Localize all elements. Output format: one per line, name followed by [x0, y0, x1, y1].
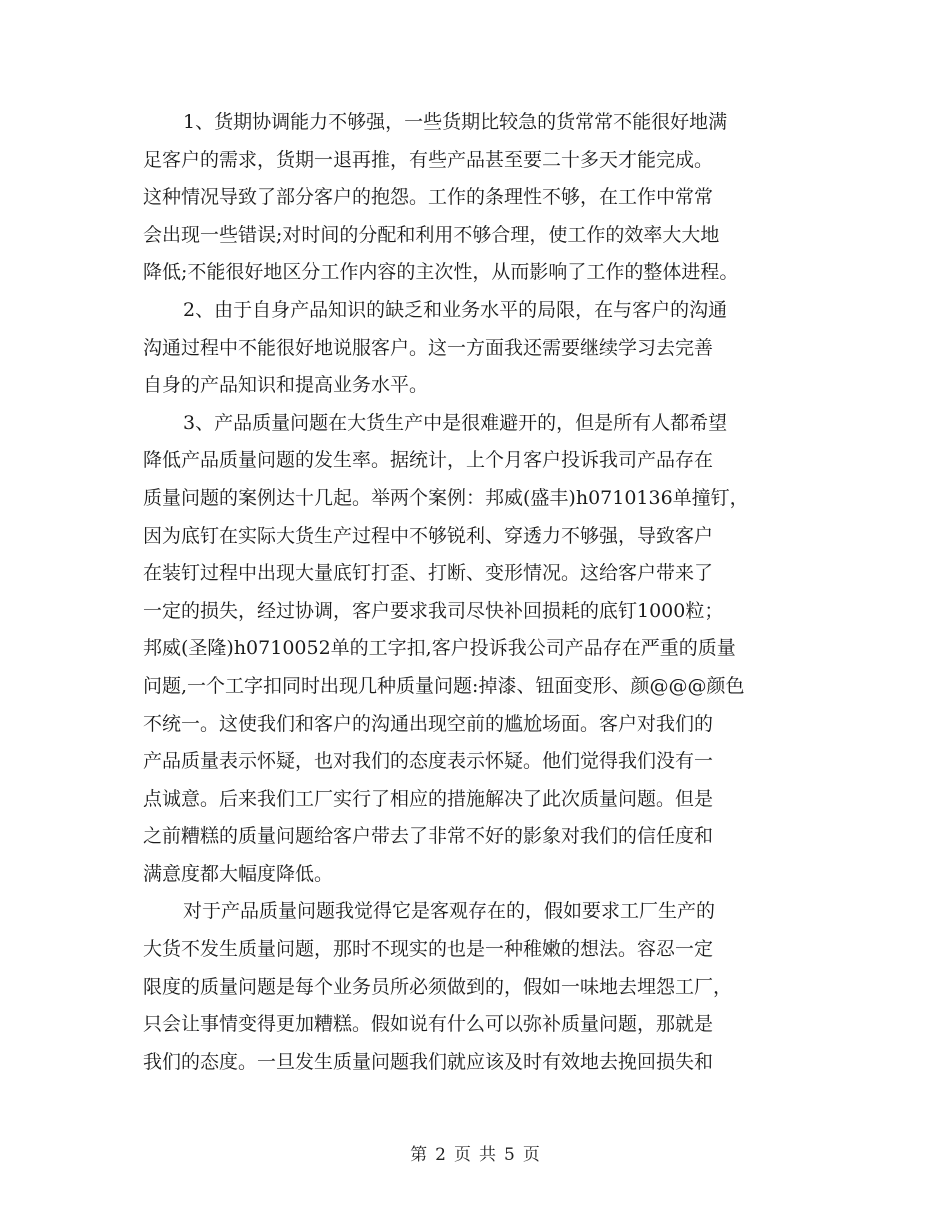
text-line: 大货不发生质量问题，那时不现实的也是一种稚嫩的想法。容忍一定 [143, 938, 714, 961]
text-line: 满意度都大幅度降低。 [143, 862, 334, 885]
text-line: 一定的损失，经过协调，客户要求我司尽快补回损耗的底钉1000粒； [143, 599, 724, 622]
text-line: 不统一。这使我们和客户的沟通出现空前的尴尬场面。客户对我们的 [143, 712, 714, 735]
footer-total-unit: 页 [522, 1145, 540, 1165]
text-line: 我们的态度。一旦发生质量问题我们就应该及时有效地去挽回损失和 [143, 1050, 714, 1073]
text-line: 2、由于自身产品知识的缺乏和业务水平的局限，在与客户的沟通 [183, 298, 728, 321]
text-line: 足客户的需求，货期一退再推，有些产品甚至要二十多天才能完成。 [143, 148, 714, 171]
text-line: 点诚意。后来我们工厂实行了相应的措施解决了此次质量问题。但是 [143, 787, 714, 810]
page-footer [0, 1143, 950, 1167]
footer-total-label: 共 [479, 1145, 496, 1165]
text-line: 沟通过程中不能很好地说服客户。这一方面我还需要继续学习去完善 [143, 336, 714, 359]
text-line: 这种情况导致了部分客户的抱怨。工作的条理性不够，在工作中常常 [143, 186, 714, 209]
text-line: 降低产品质量问题的发生率。据统计，上个月客户投诉我司产品存在 [143, 449, 714, 472]
text-line: 对于产品质量问题我觉得它是客观存在的，假如要求工厂生产的 [183, 900, 716, 923]
footer-prefix: 第 [410, 1145, 428, 1165]
text-line: 在装钉过程中出现大量底钉打歪、打断、变形情况。这给客户带来了 [143, 562, 714, 585]
text-line: 因为底钉在实际大货生产过程中不够锐利、穿透力不够强，导致客户 [143, 524, 714, 547]
text-line: 只会让事情变得更加糟糕。假如说有什么可以弥补质量问题，那就是 [143, 1013, 714, 1036]
text-line: 邦威(圣隆)h0710052单的工字扣,客户投诉我公司产品存在严重的质量 [143, 637, 736, 660]
footer-page-unit: 页 [454, 1145, 471, 1165]
text-line: 产品质量表示怀疑，也对我们的态度表示怀疑。他们觉得我们没有一 [143, 750, 714, 773]
text-line: 自身的产品知识和提高业务水平。 [143, 374, 429, 397]
text-line: 之前糟糕的质量问题给客户带去了非常不好的影象对我们的信任度和 [143, 825, 714, 848]
text-line: 质量问题的案例达十几起。举两个案例：邦威(盛丰)h0710136单撞钉， [143, 486, 749, 509]
text-line: 会出现一些错误;对时间的分配和利用不够合理，使工作的效率大大地 [143, 223, 720, 246]
total-page-number: 5 [504, 1145, 515, 1165]
text-line: 3、产品质量问题在大货生产中是很难避开的，但是所有人都希望 [183, 411, 728, 434]
text-line: 1、货期协调能力不够强，一些货期比较急的货常常不能很好地满 [183, 111, 728, 133]
current-page-number: 2 [435, 1145, 446, 1165]
text-line: 问题,一个工字扣同时出现几种质量问题:掉漆、钮面变形、颜@@@颜色 [143, 674, 745, 697]
text-line: 限度的质量问题是每个业务员所必须做到的，假如一味地去埋怨工厂， [143, 975, 733, 998]
text-line: 降低;不能很好地区分工作内容的主次性，从而影响了工作的整体进程。 [143, 261, 739, 284]
document-body [143, 104, 813, 1081]
